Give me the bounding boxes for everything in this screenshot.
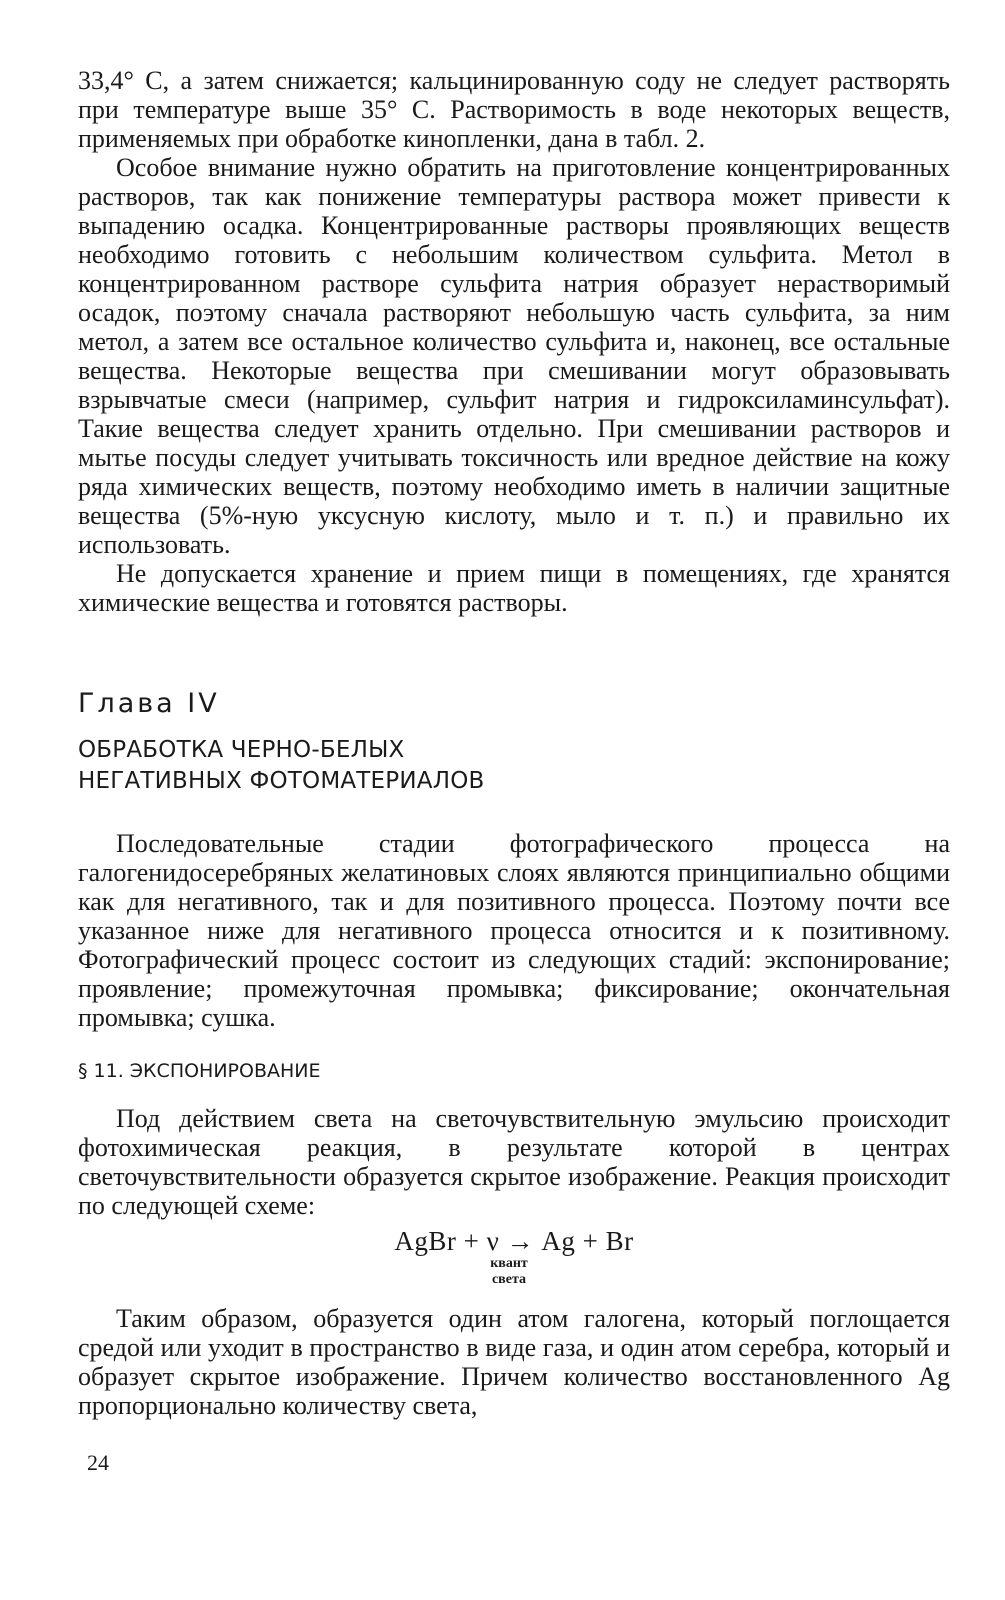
section-paragraph-1: Под действием света на светочувствительную эмульсию происходит фотохимическая реакция, в результате которой в центрах светочувствительности образуется скрытое изображение. Реакция происходит по следующей схеме:	[78, 1104, 950, 1220]
formula-note-line-2: света	[491, 1272, 527, 1287]
formula-note-line-1: квант	[490, 1256, 528, 1271]
section-title: § 11. ЭКСПОНИРОВАНИЕ	[78, 1060, 321, 1082]
chapter-title-line-1: ОБРАБОТКА ЧЕРНО-БЕЛЫХ	[78, 737, 405, 763]
paragraph-food-prohibition: Не допускается хранение и прием пищи в помещениях, где хранятся химические вещества и готовятся растворы.	[78, 559, 950, 617]
chapter-title	[78, 735, 950, 797]
reaction-formula-block	[78, 1226, 950, 1288]
reaction-formula: AgBr + ν → Ag + Br	[394, 1226, 634, 1256]
page-content	[78, 66, 950, 1420]
page-number: 24	[87, 1450, 109, 1475]
section-paragraph-2: Таким образом, образуется один атом галогена, который поглощается средой или уходит в пространство в виде газа, и один атом серебра, который и образует скрытое изображение. Причем количество восстановленного Ag пропорционально количеству света,	[78, 1304, 950, 1420]
paragraph-concentrated-solutions: Особое внимание нужно обратить на приготовление концентрированных растворов, так как понижение температуры раствора может привести к выпадению осадка. Концентрированные растворы проявляющих веществ необходимо готовить с небольшим количеством сульфита. Метол в концентрированном растворе сульфита натрия образует нерастворимый осадок, поэтому сначала растворяют небольшую часть сульфита, за ним метол, а затем все остальное количество сульфита и, наконец, все остальные вещества. Некоторые вещества при смешивании могут образовывать взрывчатые смеси (например, сульфит натрия и гидроксиламинсульфат). Такие вещества следует хранить отдельно. При смешивании растворов и мытье посуды следует учитывать токсичность или вредное действие на кожу ряда химических веществ, поэтому необходимо иметь в наличии защитные вещества (5%-ную уксусную кислоту, мыло и т. п.) и правильно их использовать.	[78, 153, 950, 559]
paragraph-continued: 33,4° С, а затем снижается; кальцинированную соду не следует растворять при температуре выше 35° С. Растворимость в воде некоторых веществ, применяемых при обработке кинопленки, дана в табл. 2.	[78, 66, 950, 153]
chapter-label: Глава IV	[78, 688, 220, 719]
chapter-title-line-2: НЕГАТИВНЫХ ФОТОМАТЕРИАЛОВ	[78, 768, 485, 794]
chapter-intro-paragraph: Последовательные стадии фотографического процесса на галогенидосеребряных желатиновых слоях являются принципиально общими как для негативного, так и для позитивного процесса. Поэтому почти все указанное ниже для негативного процесса относится и к позитивному. Фотографический процесс состоит из следующих стадий: экспонирование; проявление; промежуточная промывка; фиксирование; окончательная промывка; сушка.	[78, 829, 950, 1032]
